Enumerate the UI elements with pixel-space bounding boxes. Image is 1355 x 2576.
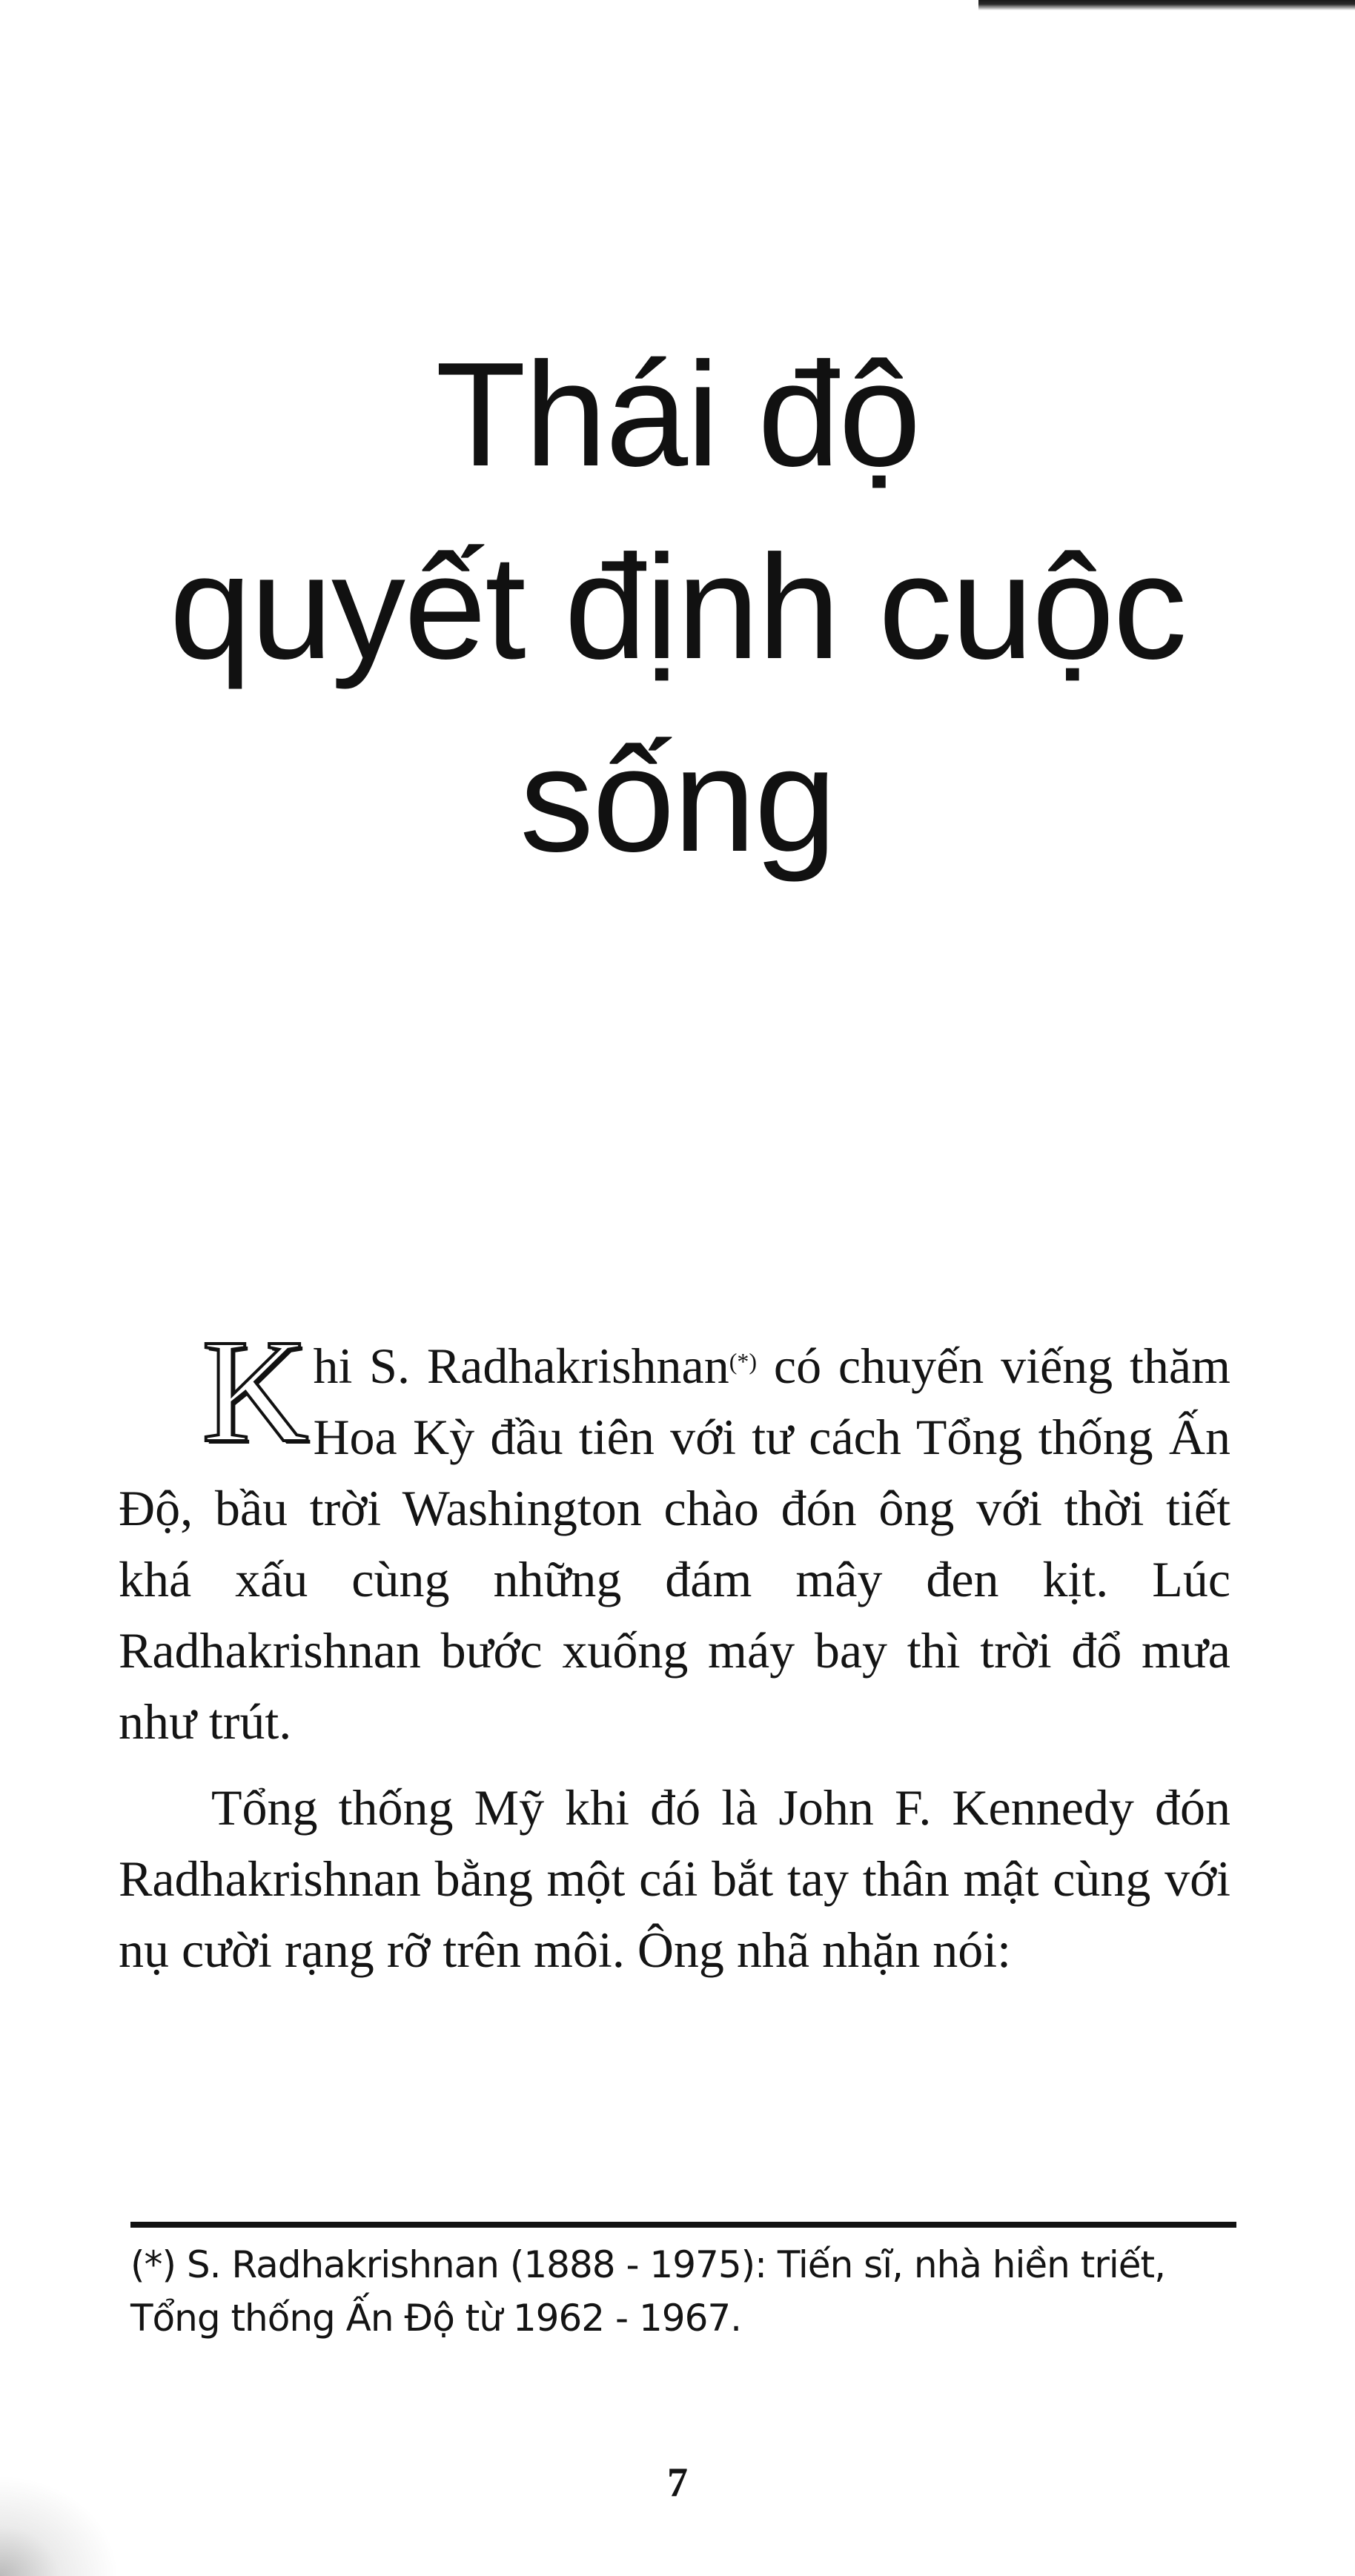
body-text xyxy=(119,1309,1230,2000)
footnote: (*) S. Radhakrishnan (1888 - 1975): Tiến sĩ, nhà hiền triết, Tổng thống Ấn Độ từ 1962 - 1967. xyxy=(130,2243,1166,2340)
chapter-title-line-1: Thái độ xyxy=(435,332,920,497)
paragraph-1 xyxy=(119,1309,1230,1757)
page-number: 7 xyxy=(667,2460,688,2506)
drop-cap: K xyxy=(202,1309,309,1473)
footnote-marker: (*) xyxy=(729,1348,758,1375)
chapter-title-line-2: quyết định cuộc sống xyxy=(169,525,1186,883)
chapter-title xyxy=(0,319,1355,897)
paragraph-1-opening: hi S. Radhakrishnan xyxy=(313,1338,729,1394)
paragraph-1-text: có chuyến viếng thăm Hoa Kỳ đầu tiên với tư cách Tổng thống Ấn Độ, bầu trời Washington chào đón ông với thời tiết khá xấu cùng những đám mây đen kịt. Lúc Radhakrishnan bước xuống máy bay thì trời đổ mưa như trút. xyxy=(119,1338,1230,1750)
page-top-edge-shadow xyxy=(978,0,1355,10)
footnote-separator-rule xyxy=(130,2222,1236,2228)
paragraph-2: Tổng thống Mỹ khi đó là John F. Kennedy đón Radhakrishnan bằng một cái bắt tay thân mật cùng với nụ cười rạng rỡ trên môi. Ông nhã nhặn nói: xyxy=(119,1779,1230,1978)
